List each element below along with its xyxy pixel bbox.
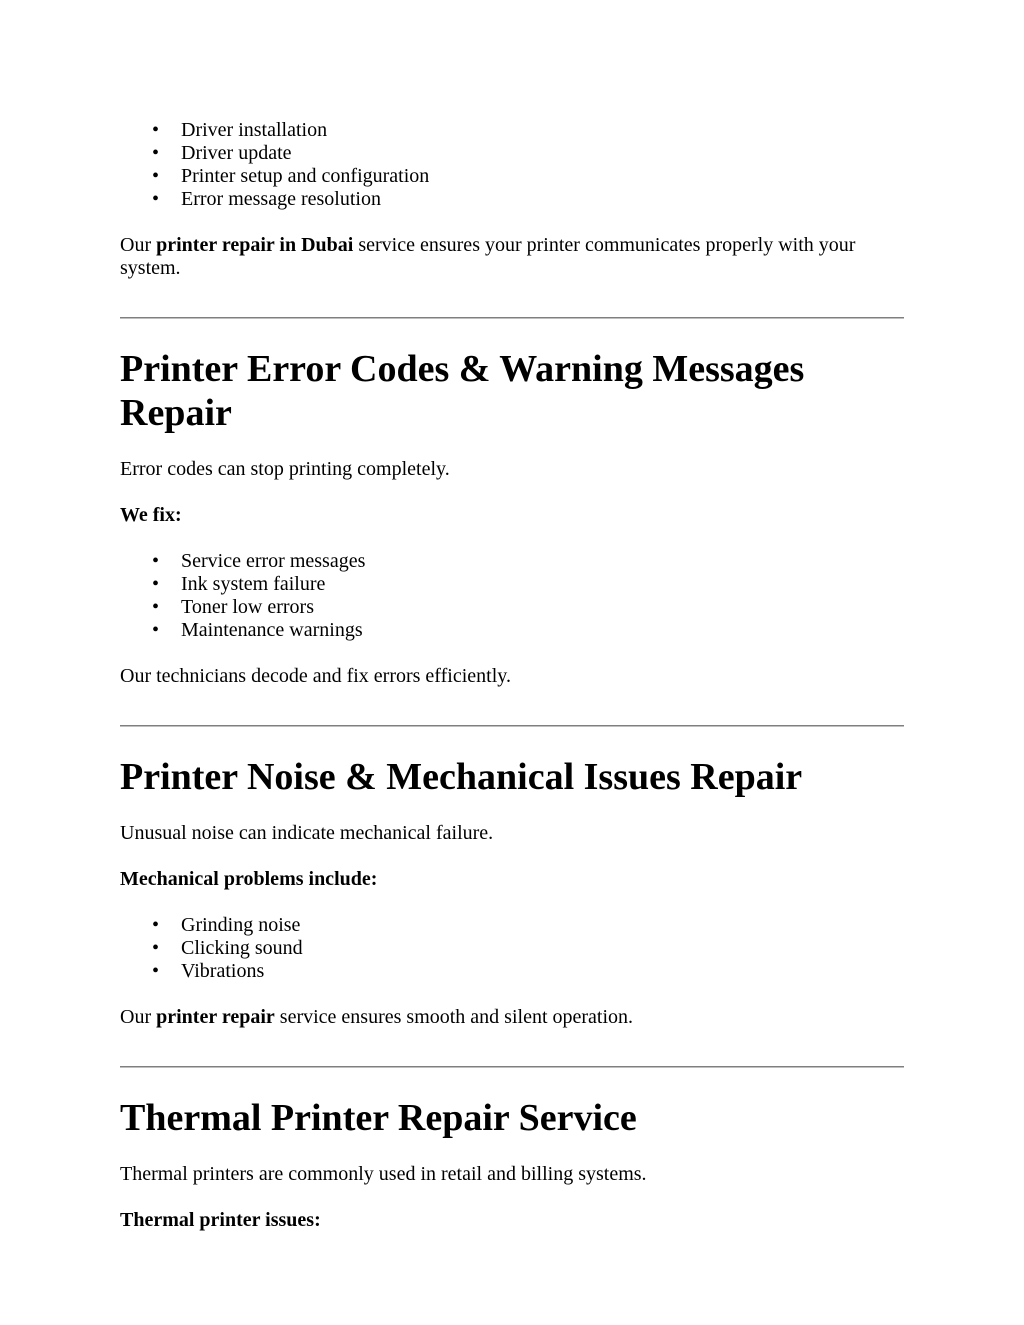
section-thermal-printer [120, 1096, 904, 1232]
section-heading: Printer Noise & Mechanical Issues Repair [120, 756, 803, 798]
list-label: We fix: [120, 504, 182, 526]
list-item: • Error message resolution [181, 188, 904, 211]
bold-text-run: printer repair [156, 1006, 275, 1028]
intro-services-list [120, 119, 904, 211]
list-item: • Grinding noise [181, 914, 904, 937]
list-item: • Driver installation [181, 119, 904, 142]
list-item: • Toner low errors [181, 596, 904, 619]
section-closing-paragraph [120, 1006, 904, 1029]
list-label: Thermal printer issues: [120, 1209, 321, 1231]
list-item: • Ink system failure [181, 573, 904, 596]
section-heading: Thermal Printer Repair Service [120, 1097, 637, 1139]
list-label: Mechanical problems include: [120, 868, 378, 890]
section-lead-paragraph: Error codes can stop printing completely. [120, 458, 450, 480]
intro-paragraph [120, 234, 904, 280]
list-item: • Maintenance warnings [181, 619, 904, 642]
list-item: • Driver update [181, 142, 904, 165]
text-run: Our [120, 234, 157, 256]
text-run: service ensures your printer communicates properly with your system. [120, 234, 856, 279]
text-run: service ensures smooth and silent operation. [274, 1006, 634, 1028]
section-heading: Printer Error Codes & Warning Messages Repair [120, 348, 805, 434]
list-item: • Clicking sound [181, 937, 904, 960]
list-item: • Printer setup and configuration [181, 165, 904, 188]
section-divider [120, 1066, 904, 1068]
section-noise-mechanical [120, 755, 904, 1029]
error-codes-list [120, 550, 904, 642]
section-lead-paragraph: Thermal printers are commonly used in retail and billing systems. [120, 1163, 647, 1185]
list-item: • Vibrations [181, 960, 904, 983]
text-run: Our [120, 1006, 157, 1028]
list-item: • Service error messages [181, 550, 904, 573]
section-lead-paragraph: Unusual noise can indicate mechanical failure. [120, 822, 494, 844]
section-error-codes [120, 347, 904, 688]
mechanical-problems-list [120, 914, 904, 983]
section-divider [120, 725, 904, 727]
bold-text-run: printer repair in Dubai [156, 234, 354, 256]
section-closing-paragraph: Our technicians decode and fix errors efficiently. [120, 665, 511, 687]
section-divider [120, 317, 904, 319]
